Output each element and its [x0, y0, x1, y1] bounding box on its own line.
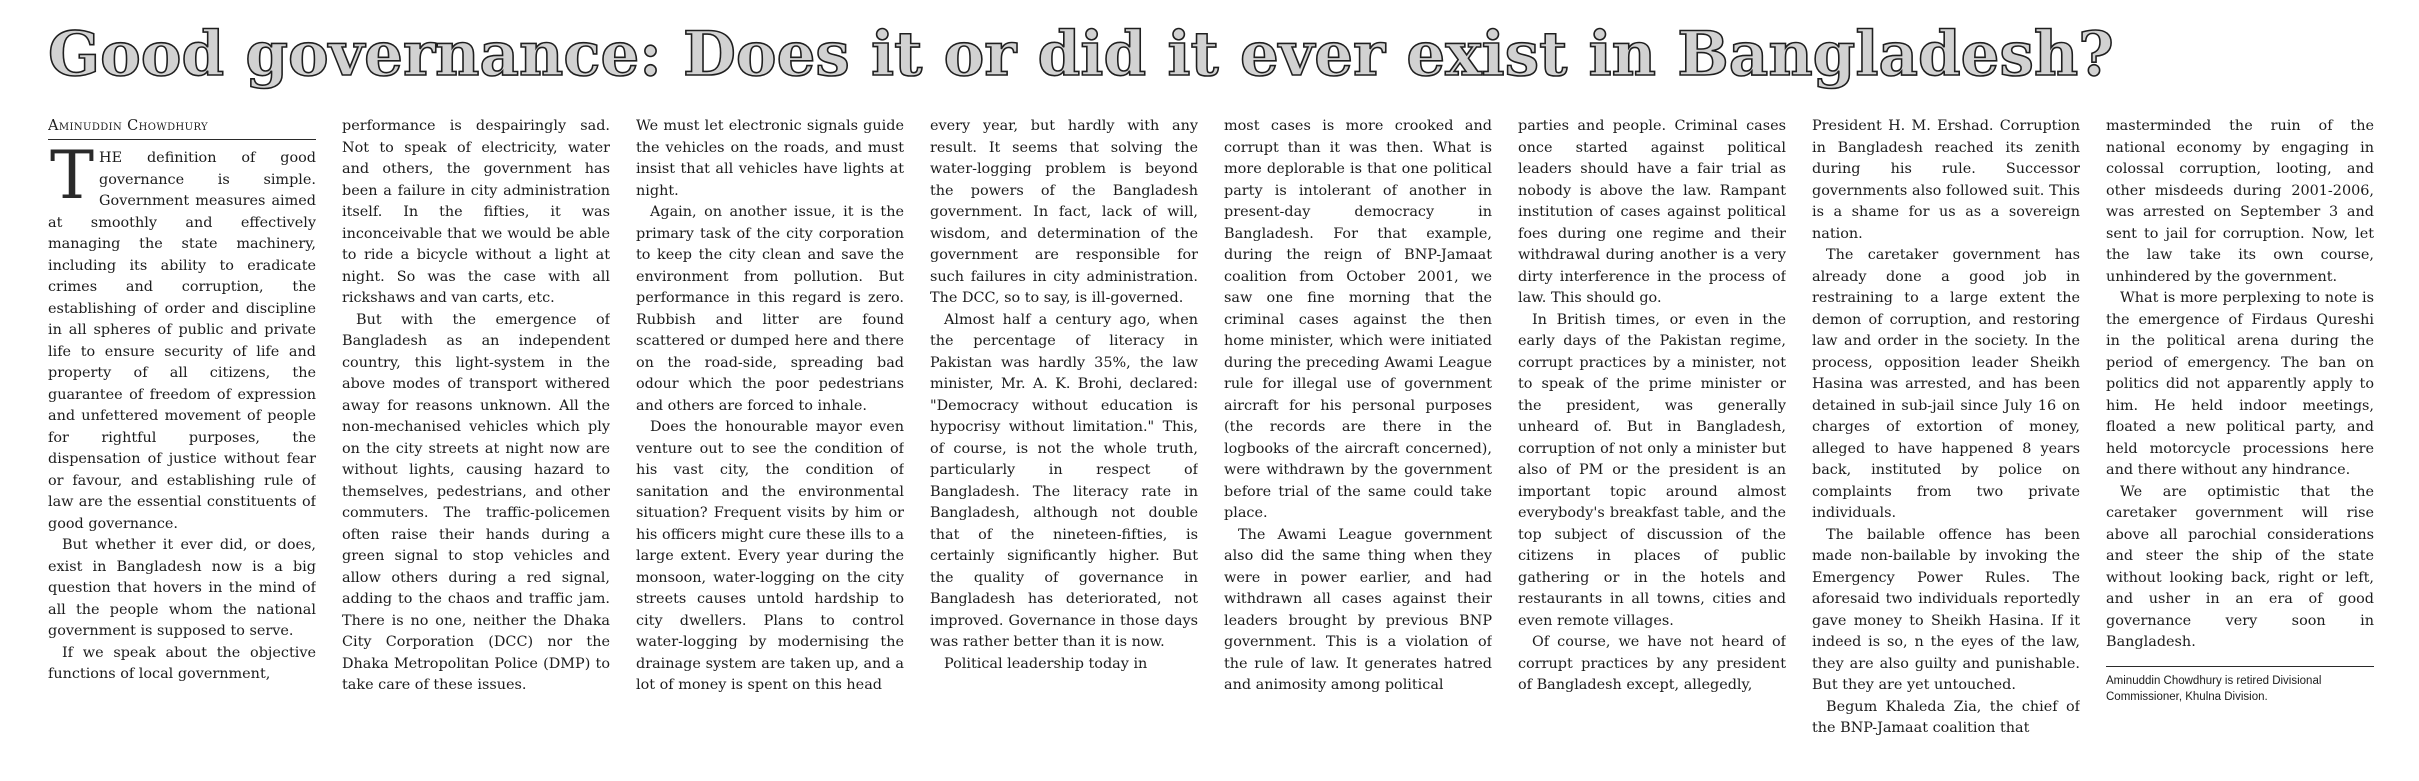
article-paragraph: Begum Khaleda Zia, the chief of the BNP-Jamaat coalition that [1812, 698, 2080, 736]
article-paragraph: Again, on another issue, it is the primary task of the city corporation to keep the city clean and save the environment from pollution. But performance in this regard is zero. Rubbish and litter are found scattered or dumped here and there on the road-side, spreading bad odour which the poor pedestrians and others are forced to inhale. [636, 204, 904, 414]
article-paragraph: What is more perplexing to note is the emergence of Firdaus Qureshi in the political arena during the period of emergency. The ban on politics did not apparently apply to him. He held indoor meetings, floated a new political party, and held motorcycle processions here and there without any hindrance. [2106, 290, 2374, 478]
article-paragraph: The caretaker government has already done a good job in restraining to a large extent the demon of corruption, and restoring law and order in the society. In the process, opposition leader Sheikh Hasina was arrested, and has been detained in sub-jail since July 16 on charges of extortion of money, alleged to have happened 8 years back, instituted by police on complaints from two private individuals. [1812, 247, 2080, 521]
article-paragraph: We are optimistic that the caretaker government will rise above all parochial considerations and steer the ship of the state without looking back, right or left, and usher in an era of good governance very soon in Bangladesh. [2106, 483, 2374, 650]
article-column-2 [342, 116, 610, 756]
article-paragraph: masterminded the ruin of the national economy by engaging in colossal corruption, looting, and other misdeeds during 2001-2006, was arrested on September 3 and sent to jail for corruption. Now, let the law take its own course, unhindered by the government. [2106, 118, 2374, 285]
article-column-5 [1224, 116, 1492, 756]
article-paragraph: The bailable offence has been made non-bailable by invoking the Emergency Power Rules. The aforesaid two individuals reportedly gave money to Sheikh Hasina. If it indeed is so, n the eyes of the law, they are also guilty and punishable. But they are yet untouched. [1812, 526, 2080, 693]
article-column-7 [1812, 116, 2080, 756]
article-paragraph: Does the honourable mayor even venture out to see the condition of his vast city, the condition of sanitation and the environmental situation? Frequent visits by him or his officers might cure these ills to a large extent. Every year during the monsoon, water-logging on the city streets causes untold hardship to city dwellers. Plans to control water-logging by modernising the drainage system are taken up, and a lot of money is spent on this head [636, 419, 904, 693]
article-paragraph: parties and people. Criminal cases once started against political leaders should have a fair trial as nobody is above the law. Rampant institution of cases against political foes during one regime and their withdrawal during another is a very dirty interference in the process of law. This should go. [1518, 118, 1786, 306]
author-note: Aminuddin Chowdhury is retired Divisional Commissioner, Khulna Division. [2106, 666, 2374, 705]
article-paragraph: every year, but hardly with any result. It seems that solving the water-logging problem is beyond the powers of the Bangladesh government. In fact, lack of will, wisdom, and determination of the government are responsible for such failures in city administration. The DCC, so to say, is ill-governed. [930, 118, 1198, 306]
article-paragraph: most cases is more crooked and corrupt than it was then. What is more deplorable is that one political party is intolerant of another in present-day democracy in Bangladesh. For that example, during the reign of BNP-Jamaat coalition from October 2001, we saw one fine morning that the criminal cases against the then home minister, which were initiated during the preceding Awami League rule for illegal use of government aircraft for his personal purposes (the records are there in the logbooks of the aircraft concerned), were withdrawn by the government before trial of the same could take place. [1224, 118, 1492, 521]
article-paragraph: But with the emergence of Bangladesh as an independent country, this light-system in the above modes of transport withered away for reasons unknown. All the non-mechanised vehicles which ply on the city streets at night now are without lights, causing hazard to themselves, pedestrians, and other commuters. The traffic-policemen often raise their hands during a green signal to stop vehicles and allow others during a red signal, adding to the chaos and traffic jam. There is no one, neither the Dhaka City Corporation (DCC) nor the Dhaka Metropolitan Police (DMP) to take care of these issues. [342, 311, 610, 693]
article-paragraph: President H. M. Ershad. Corruption in Bangladesh reached its zenith during his rule. Successor governments also followed suit. This is a shame for us as a sovereign nation. [1812, 118, 2080, 242]
article-column-3 [636, 116, 904, 756]
article-paragraph: We must let electronic signals guide the vehicles on the roads, and must insist that all vehicles have lights at night. [636, 118, 904, 199]
drop-cap: T [50, 137, 95, 214]
article-paragraph: If we speak about the objective functions of local government, [48, 644, 316, 682]
article-column-8 [2106, 116, 2374, 756]
article-column-6 [1518, 116, 1786, 756]
article-paragraph: The Awami League government also did the same thing when they were in power earlier, and had withdrawn all cases against their leaders brought by previous BNP government. This is a violation of the rule of law. It generates hatred and animosity among political [1224, 526, 1492, 693]
article-paragraph: Political leadership today in [944, 655, 1148, 672]
article-paragraph: But whether it ever did, or does, exist in Bangladesh now is a big question that hovers in the mind of all the people whom the national government is supposed to serve. [48, 537, 316, 639]
article-paragraph: In British times, or even in the early days of the Pakistan regime, corrupt practices by a minister, not to speak of the prime minister or the president, was generally unheard of. But in Bangladesh, corruption of not only a minister but also of PM or the president is an important topic around almost everybody's breakfast table, and the top subject of discussion of the citizens in places of public gathering or in the hotels and restaurants in all towns, cities and even remote villages. [1518, 311, 1786, 629]
headline: Good governance: Does it or did it ever exist in Bangladesh? [48, 19, 2114, 90]
paragraph-text: HE definition of good governance is simple. Government measures aimed at smoothly and effectively managing the state machinery, including its ability to eradicate crimes and corruption, the establishing of order and discipline in all spheres of public and private life to ensure security of life and property of all citizens, the guarantee of freedom of expression and unfettered movement of people for rightful purposes, the dispensation of justice without fear or favour, and establishing rule of law are the essential constituents of good governance. [48, 150, 316, 532]
article-column-1 [48, 116, 316, 756]
byline: Aminuddin Chowdhury [48, 116, 316, 140]
article-paragraph: performance is despairingly sad. Not to speak of electricity, water and others, the government has been a failure in city administration itself. In the fifties, it was inconceivable that we would be able to ride a bicycle without a light at night. So was the case with all rickshaws and van carts, etc. [342, 118, 610, 306]
article-column-4 [930, 116, 1198, 756]
article-paragraph: Of course, we have not heard of corrupt practices by any president of Bangladesh except, allegedly, [1518, 634, 1786, 693]
article-paragraph: Almost half a century ago, when the percentage of literacy in Pakistan was hardly 35%, the law minister, Mr. A. K. Brohi, declared: "Democracy without education is hypocrisy without limitation." This, of course, is not the whole truth, particularly in respect of Bangladesh. The literacy rate in Bangladesh, although not double that of the nineteen-fifties, is certainly significantly higher. But the quality of governance in Bangladesh has deteriorated, not improved. Governance in those days was rather better than it is now. [930, 311, 1198, 650]
article-paragraph [48, 137, 316, 535]
